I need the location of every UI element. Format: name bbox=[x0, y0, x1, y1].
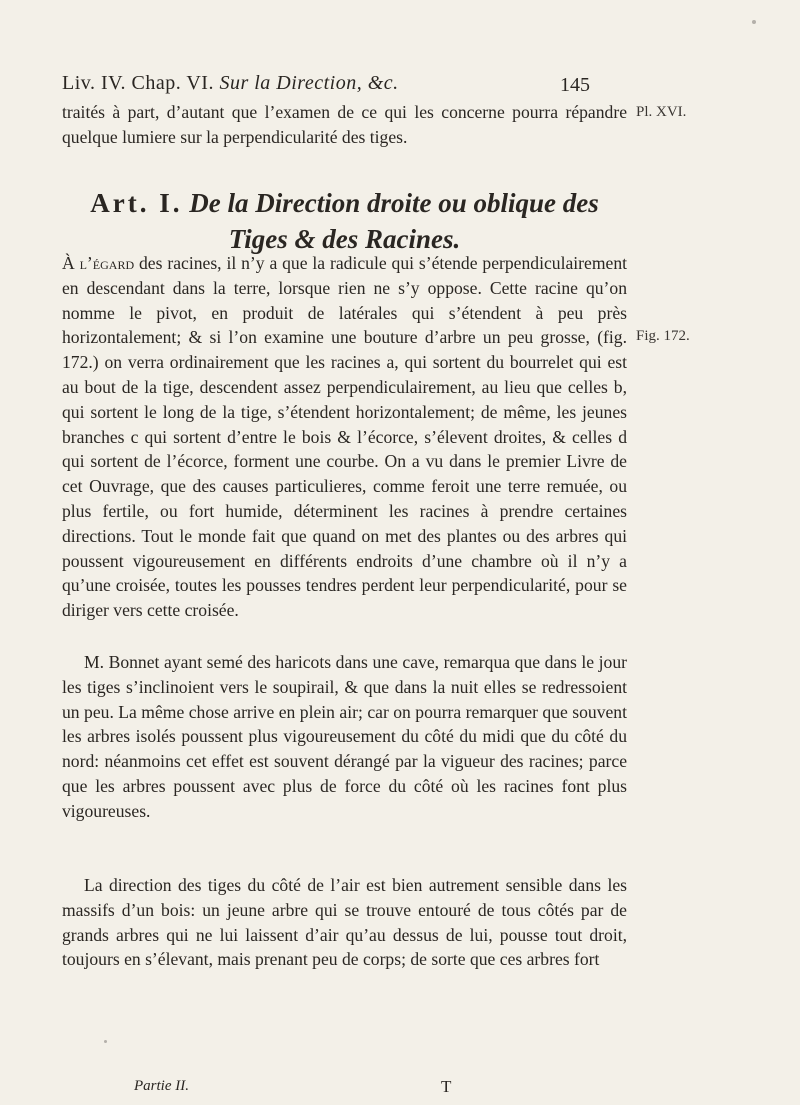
running-head-title: Sur la Direction, &c. bbox=[219, 72, 399, 94]
plate-reference: Pl. XVI. bbox=[636, 104, 687, 120]
paragraph-4: La direction des tiges du côté de l’air est bien autrement sensible dans les massifs d’un bois: un jeune arbre qui se trouve entouré de tous côtés par de grands arbres qui ne lui laissent d’air qu’au dessus de lui, pousse tout droit, toujours en s’élevant, mais prenant peu de corps; de sorte que ces arbres fort bbox=[62, 875, 627, 970]
signature-letter: T bbox=[441, 1077, 452, 1096]
paragraph-2 bbox=[62, 251, 627, 623]
running-head bbox=[62, 72, 592, 95]
paper-speck bbox=[104, 1040, 107, 1043]
paragraph-2-initial: À l’égard bbox=[62, 253, 135, 273]
paragraph-3: M. Bonnet ayant semé des haricots dans une cave, remarqua que dans le jour les tiges s’inclinoient vers le soupirail, & que dans la nuit elles se redressoient un peu. La même chose arrive en plein air; car on pourra remarquer que souvent les arbres isolés poussent plus vigoureusement du côté du midi que du côté du nord: néanmoins cet effet est souvent dérangé par la vigueur des racines; parce que les arbres poussent avec plus de force du côté où les racines font plus vigoureuses. bbox=[62, 652, 627, 821]
article-number: Art. I. bbox=[90, 188, 183, 218]
running-head-prefix: Liv. IV. Chap. VI. bbox=[62, 72, 220, 94]
page-number: 145 bbox=[560, 74, 590, 96]
paragraph-1: traités à part, d’autant que l’examen de ce qui les concerne pourra répandre quelque lumiere sur la perpendicularité des tiges. bbox=[62, 102, 627, 147]
paper-speck bbox=[752, 20, 756, 24]
signature-mark: Partie II. bbox=[134, 1078, 189, 1094]
figure-reference: Fig. 172. bbox=[636, 328, 690, 344]
article-title: De la Direction droite ou oblique des Tiges & des Racines. bbox=[189, 188, 599, 254]
paragraph-2-text: des racines, il n’y a que la radicule qui s’étende perpendiculairement en descendant dans la terre, lorsque rien ne s’y oppose. Cette racine qu’on nomme le pivot, en produit de latérales qui s’étendent à peu près horizontalement; & si l’on examine une bouture d’arbre un peu grosse, (fig. 172.) on verra ordinairement que les racines a, qui sortent du bourrelet qui est au bout de la tige, descendent assez perpendiculairement, au lieu que celles b, qui sortent le long de la tige, s’étendent horizontalement; de même, les jeunes branches c qui sortent d’entre le bois & l’écorce, s’élevent droites, & celles d qui sortent de l’écorce, forment une courbe. On a vu dans le premier Livre de cet Ouvrage, que des causes particulieres, comme feroit une terre remuée, ou plus fertile, ou fort humide, déterminent les racines à prendre certaines directions. Tout le monde fait que quand on met des plantes ou des arbres qui poussent vigoureusement en différents endroits d’une chambre où il n’y a qu’une croisée, toutes les pousses tendres perdent leur perpendicularité, pour se diriger vers cette croisée. bbox=[62, 253, 627, 621]
article-heading bbox=[62, 185, 627, 257]
